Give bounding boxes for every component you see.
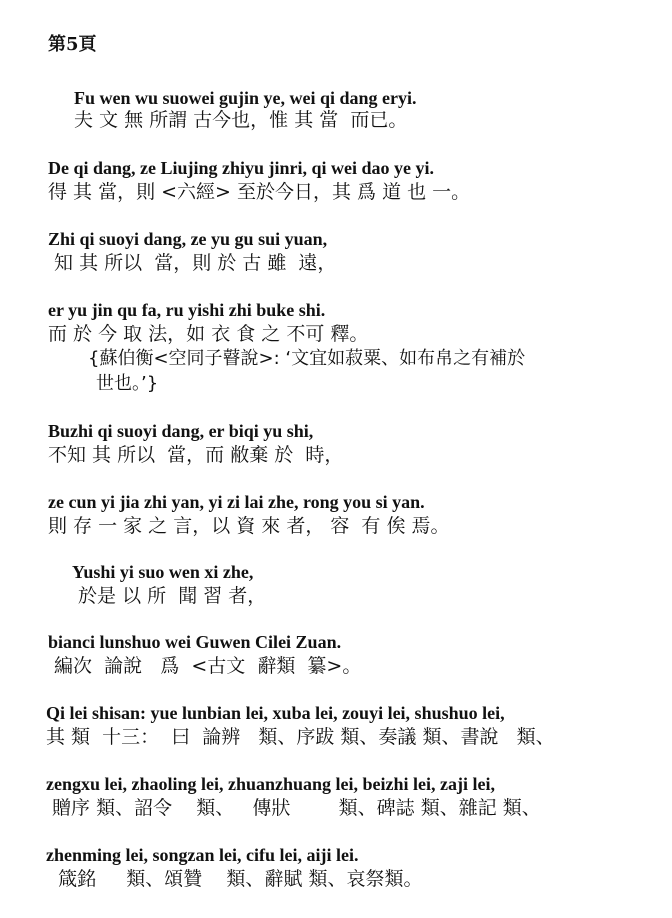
- page-number-heading: 第5頁: [48, 34, 97, 55]
- annotation-note: {蘇伯衡<空同子瞽說>: ‘文宜如菽粟、如布帛之有補於: [88, 348, 526, 369]
- chinese-line: 則 存 一 家 之 言，以 資 來 者， 容 有 俟 焉。: [48, 515, 450, 537]
- chinese-line: 而 於 今 取 法，如 衣 食 之 不可 釋。: [48, 323, 369, 345]
- pinyin-line: bianci lunshuo wei Guwen Cilei Zuan.: [48, 632, 342, 652]
- chinese-line: 於是 以 所 聞 習 者，: [72, 585, 267, 607]
- pinyin-line: ze cun yi jia zhi yan, yi zi lai zhe, rong you si yan.: [48, 492, 425, 512]
- chinese-line: 夫 文 無 所謂 古今也，惟 其 當 而已。: [74, 109, 408, 131]
- pinyin-line: zhenming lei, songzan lei, cifu lei, aiji lei.: [46, 845, 359, 865]
- chinese-line: 知 其 所以 當，則 於 古 雖 遠，: [48, 252, 337, 274]
- pinyin-line: Zhi qi suoyi dang, ze yu gu sui yuan,: [48, 229, 328, 249]
- pinyin-line: Fu wen wu suowei gujin ye, wei qi dang eryi.: [74, 88, 417, 108]
- pinyin-line: Buzhi qi suoyi dang, er biqi yu shi,: [48, 421, 314, 441]
- chinese-line: 得 其 當，則 <六經> 至於今日，其 爲 道 也 一。: [48, 181, 471, 203]
- annotation-note-continued: 世也。’}: [96, 373, 159, 394]
- chinese-line: 編次 論說 爲 <古文 辭類 纂>。: [48, 655, 362, 677]
- chinese-line: 贈序 類、詔令 類、 傳狀 類、碑誌 類、雜記 類、: [46, 797, 541, 819]
- chinese-line: 其 類 十三： 曰 論辨 類、序跋 類、奏議 類、書說 類、: [46, 726, 555, 748]
- pinyin-line: Qi lei shisan: yue lunbian lei, xuba lei, zouyi lei, shushuo lei,: [46, 703, 505, 723]
- pinyin-line: De qi dang, ze Liujing zhiyu jinri, qi wei dao ye yi.: [48, 158, 435, 178]
- pinyin-line: Yushi yi suo wen xi zhe,: [72, 562, 254, 582]
- pinyin-line: er yu jin qu fa, ru yishi zhi buke shi.: [48, 300, 326, 320]
- pinyin-line: zengxu lei, zhaoling lei, zhuanzhuang lei, beizhi lei, zaji lei,: [46, 774, 495, 794]
- chinese-line: 箴銘 類、頌贊 類、辭賦 類、哀祭類。: [46, 868, 423, 890]
- chinese-line: 不知 其 所以 當，而 敝棄 於 時，: [48, 444, 344, 466]
